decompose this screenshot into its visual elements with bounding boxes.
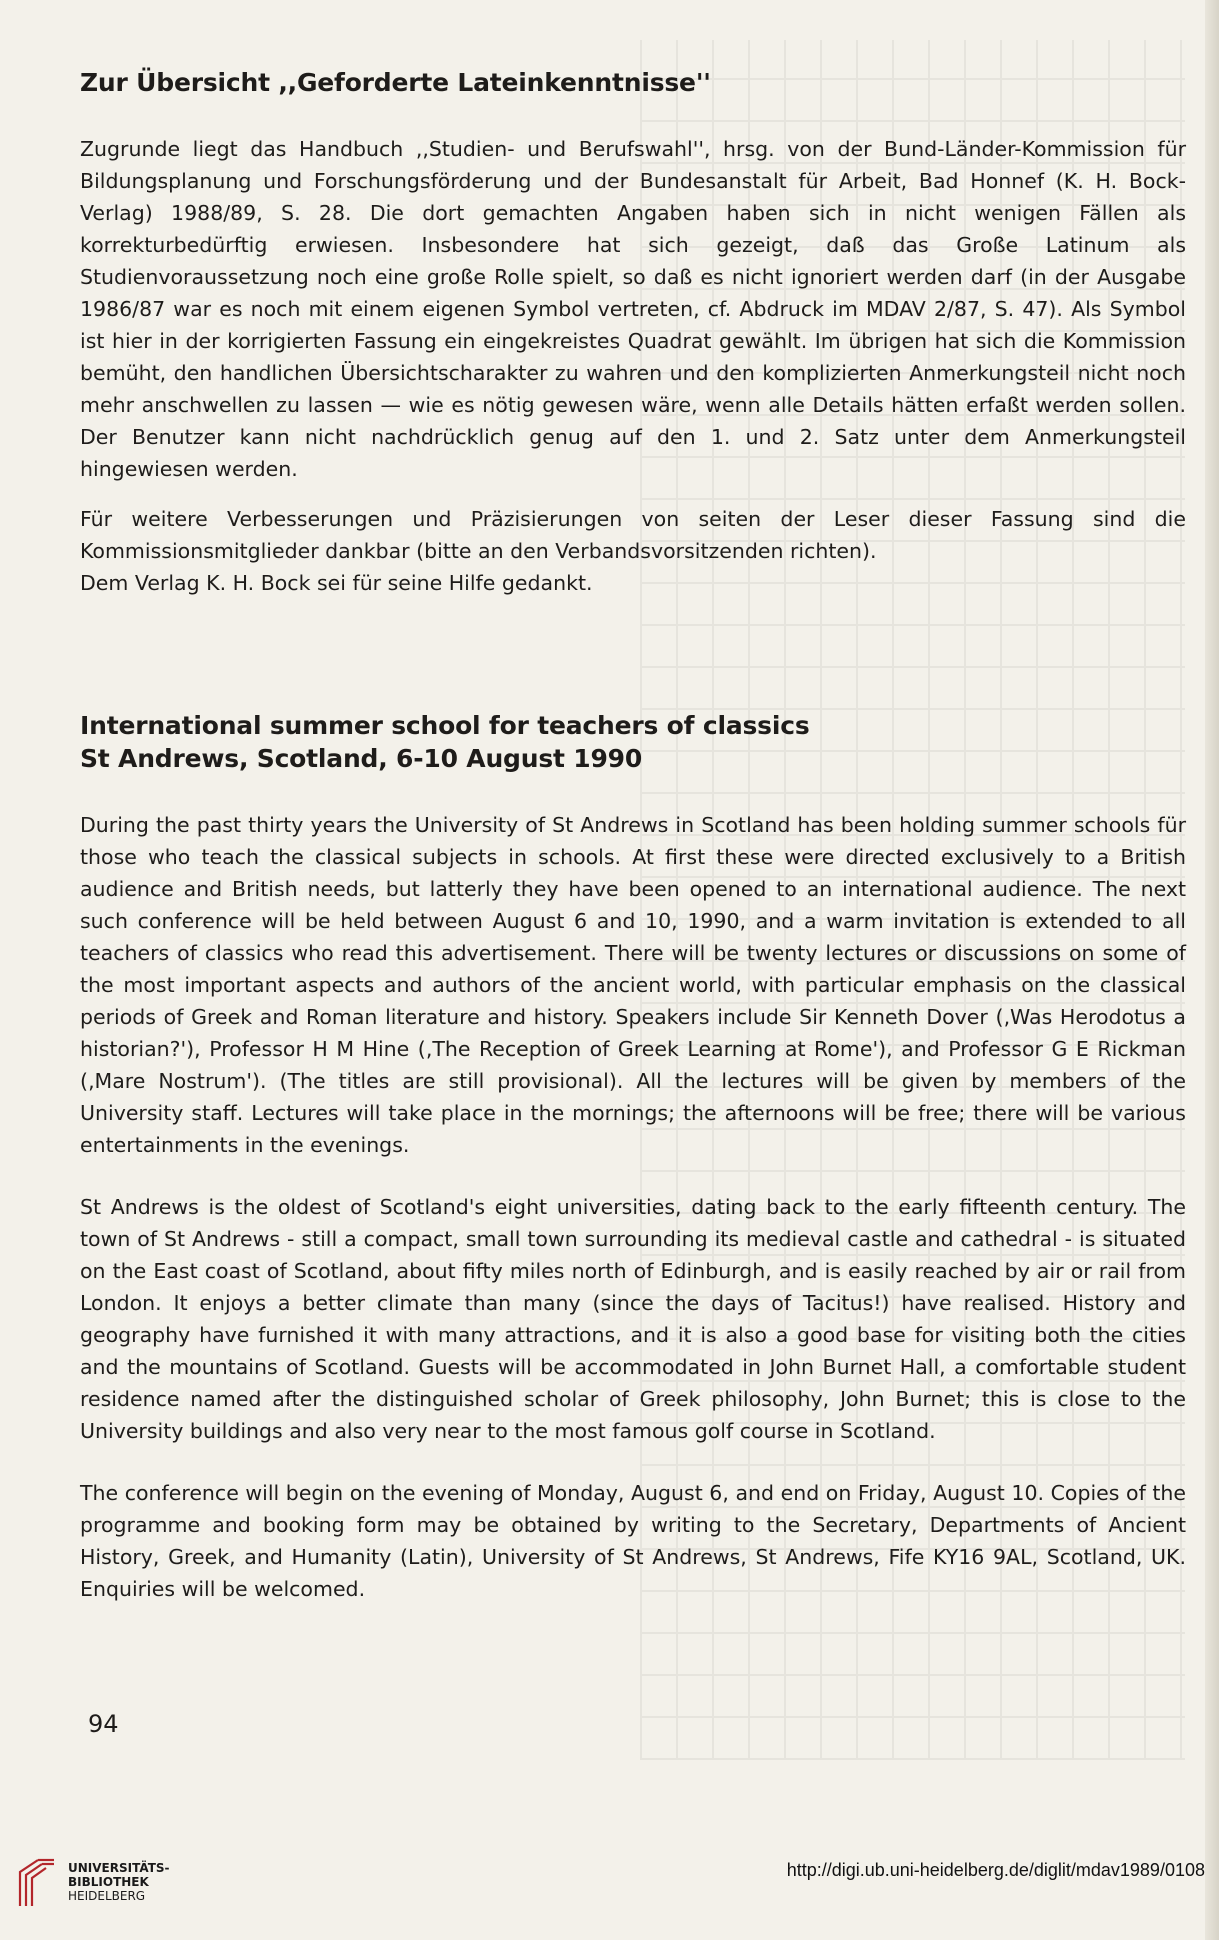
page-number: 94 <box>88 1710 119 1738</box>
section2-paragraph-3: The conference will begin on the evening of Monday, August 6, and end on Friday, August 10. Copies of the programme and booking form may be obtained by writing to the Secretary, Departments of Ancient History, Greek, and Humanity (Latin), University of St Andrews, St Andrews, Fife KY16 9AL, Scotland, UK. Enquiries will be welcomed. <box>80 1481 1186 1601</box>
section2-paragraph-2: St Andrews is the oldest of Scotland's eight universities, dating back to the early fifteenth century. The town of St Andrews - still a compact, small town surrounding its medieval castle and cathedral - is situated on the East coast of Scotland, about fifty miles north of Edinburgh, and is easily reached by air or rail from London. It enjoys a better climate than many (since the days of Tacitus!) have realised. History and geography have furnished it with many attractions, and it is also a good base for visiting both the cities and the mountains of Scotland. Guests will be accommodated in John Burnet Hall, a comfortable student residence named after the distinguished scholar of Greek philosophy, John Burnet; this is close to the University buildings and also very near to the most famous golf course in Scotland. <box>80 1195 1186 1443</box>
section1-paragraph-1: Zugrunde liegt das Handbuch ,,Studien- und Berufswahl'', hrsg. von der Bund-Länder-Kommission für Bildungsplanung und Forschungsförderung und der Bundesanstalt für Arbeit, Bad Honnef (K. H. Bock-Verlag) 1988/89, S. 28. Die dort gemachten Angaben haben sich in nicht wenigen Fällen als korrekturbedürftig erwiesen. Insbesondere hat sich gezeigt, daß das Große Latinum als Studienvoraussetzung noch eine große Rolle spielt, so daß es nicht ignoriert werden darf (in der Ausgabe 1986/87 war es noch mit einem eigenen Symbol vertreten, cf. Abdruck im MDAV 2/87, S. 47). Als Symbol ist hier in der korrigierten Fassung ein eingekreistes Quadrat gewählt. Im übrigen hat sich die Kommission bemüht, den handlichen Übersichtscharakter zu wahren und den komplizierten Anmerkungsteil nicht noch mehr anschwellen zu lassen — wie es nötig gewesen wäre, wenn alle Details hätten erfaßt werden sollen. Der Benutzer kann nicht nachdrücklich genug auf den 1. und 2. Satz unter dem Anmerkungsteil hingewiesen werden. <box>80 137 1186 481</box>
section2-title-line1: International summer school for teachers of classics <box>80 711 810 740</box>
section2-paragraph-1: During the past thirty years the University of St Andrews in Scotland has been holding summer schools für those who teach the classical subjects in schools. At first these were directed exclusively to a British audience and British needs, but latterly they have been opened to an international audience. The next such conference will be held between August 6 and 10, 1990, and a warm invitation is extended to all teachers of classics who read this advertisement. There will be twenty lectures or discussions on some of the most important aspects and authors of the ancient world, with particular emphasis on the classical periods of Greek and Roman literature and history. Speakers include Sir Kenneth Dover (‚Was Herodotus a historian?'), Professor H M Hine (‚The Reception of Greek Learning at Rome'), and Professor G E Rickman (‚Mare Nostrum'). (The titles are still provisional). All the lectures will be given by members of the University staff. Lectures will take place in the mornings; the afternoons will be free; there will be various entertainments in the evenings. <box>80 813 1186 1157</box>
section2-title-line2: St Andrews, Scotland, 6-10 August 1990 <box>80 744 643 773</box>
library-logo-icon <box>14 1856 58 1908</box>
page-edge <box>1205 0 1219 1940</box>
section1-paragraph-3: Dem Verlag K. H. Bock sei für seine Hilfe gedankt. <box>80 571 593 595</box>
section-latin-overview <box>80 66 1186 599</box>
library-logo <box>14 1856 170 1908</box>
section-summer-school <box>80 709 1186 1605</box>
section1-title: Zur Übersicht ,,Geforderte Lateinkenntnisse'' <box>80 68 711 97</box>
logo-text-line1: UNIVERSITÄTS- <box>68 1861 170 1875</box>
source-url[interactable]: http://digi.ub.uni-heidelberg.de/diglit/mdav1989/0108 <box>786 1860 1205 1880</box>
logo-text-line2: BIBLIOTHEK <box>68 1875 149 1889</box>
logo-text-line3: HEIDELBERG <box>68 1889 146 1903</box>
page-content <box>80 66 1186 1605</box>
section1-paragraph-2: Für weitere Verbesserungen und Präzisierungen von seiten der Leser dieser Fassung sind die Kommissionsmitglieder dankbar (bitte an den Verbandsvorsitzenden richten). <box>80 507 1186 563</box>
